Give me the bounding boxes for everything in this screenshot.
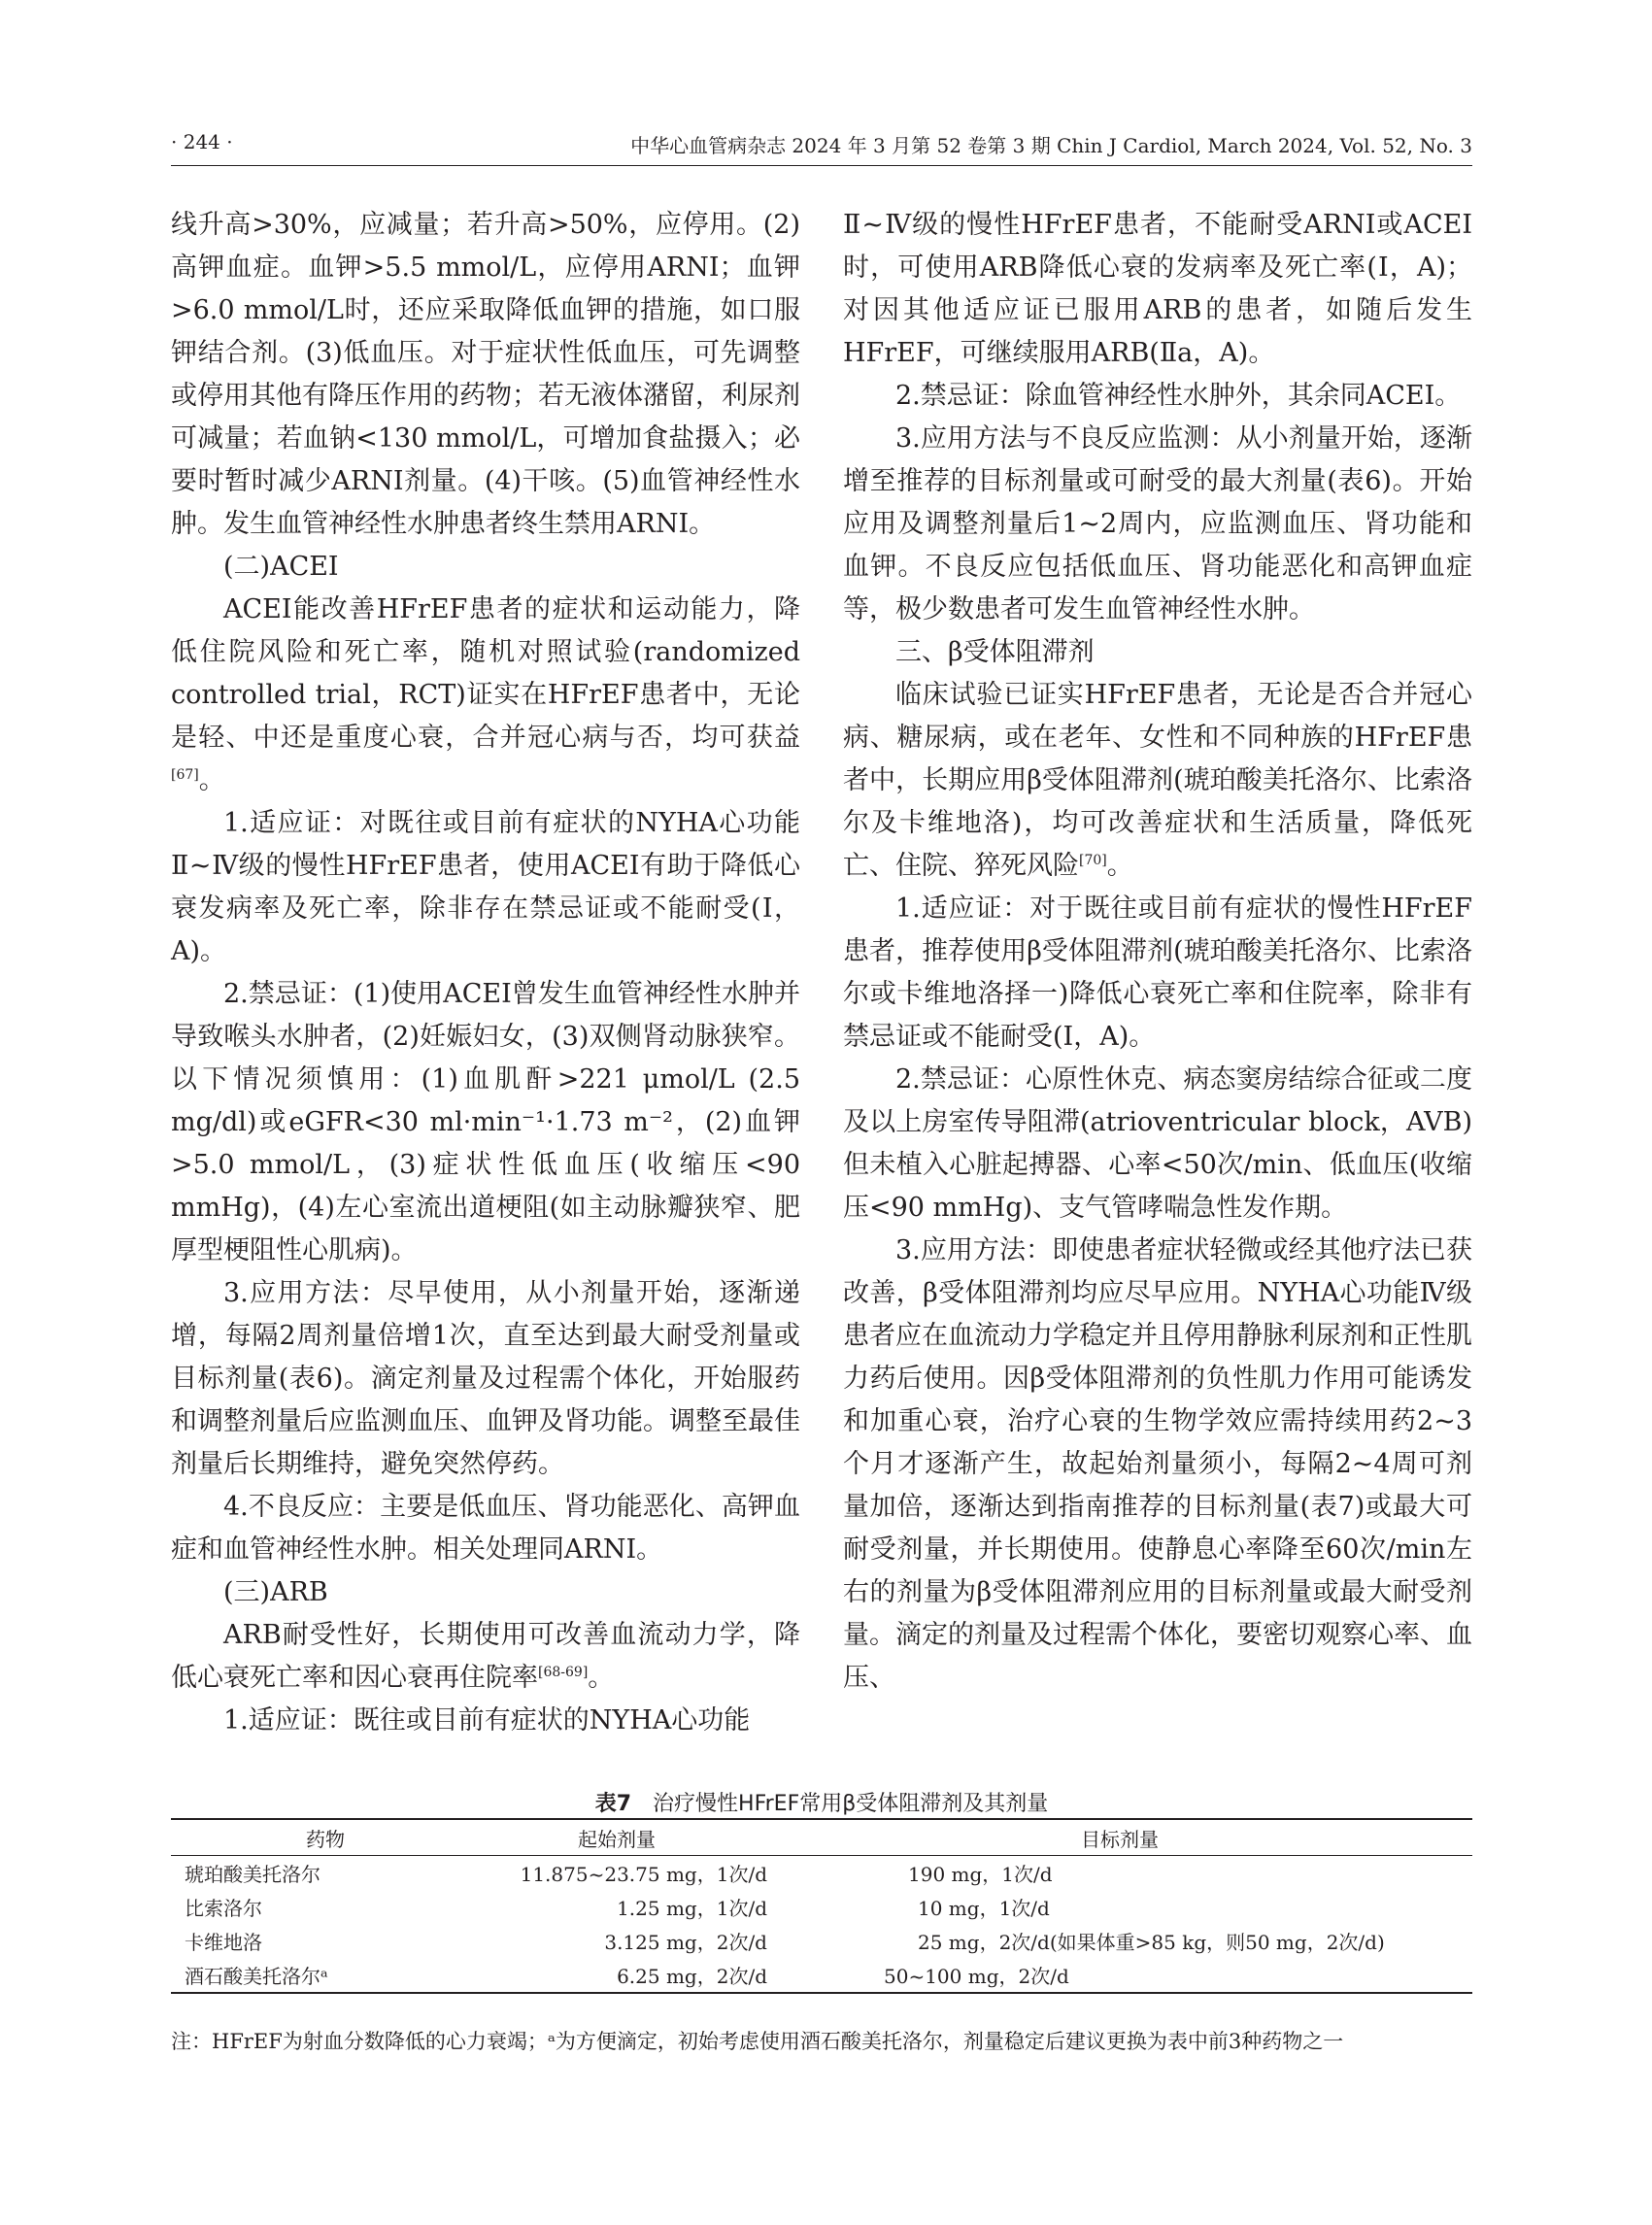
- drug-cell: 卡维地洛: [185, 1931, 262, 1954]
- page-number: · 244 ·: [171, 130, 233, 153]
- paragraph: 线升高>30%，应减量；若升高>50%，应停用。(2)高钾血症。血钾>5.5 mmol/L，应停用ARNI；血钾>6.0 mmol/L时，还应采取降低血钾的措施，如口服钾结合剂。(3)低血压。对于症状性低血压，可先调整或停用其他有降压作用的药物；若无液体潴留，利尿剂可减量；若血钠<130 mmol/L，可增加食盐摄入；必要时暂时减少ARNI剂量。(4)干咳。(5)血管神经性水肿。发生血管神经性水肿患者终生禁用ARNI。: [171, 210, 800, 539]
- paragraph: 1.适应证：对于既往或目前有症状的慢性HFrEF患者，推荐使用β受体阻滞剂(琥珀酸美托洛尔、比索洛尔或卡维地洛择一)降低心衰死亡率和住院率，除非有禁忌证或不能耐受(Ⅰ，A)。: [843, 893, 1472, 1052]
- header-rule: [171, 165, 1472, 166]
- table-row: [171, 1958, 1472, 1993]
- header-drug: 药物: [171, 1819, 466, 1856]
- paragraph: 3.应用方法与不良反应监测：从小剂量开始，逐渐增至推荐的目标剂量或可耐受的最大剂量(表6)。开始应用及调整剂量后1~2周内，应监测血压、肾功能和血钾。不良反应包括低血压、肾功能恶化和高钾血症等，极少数患者可发生血管神经性水肿。: [843, 423, 1472, 624]
- drug-cell: 比索洛尔: [185, 1897, 262, 1920]
- dosage-table: [171, 1818, 1472, 1994]
- citation-ref[interactable]: [68-69]: [538, 1665, 589, 1680]
- paragraph: 3.应用方法：尽早使用，从小剂量开始，逐渐递增，每隔2周剂量倍增1次，直至达到最大耐受剂量或目标剂量(表6)。滴定剂量及过程需个体化，开始服药和调整剂量后应监测血压、血钾及肾功能。调整至最佳剂量后长期维持，避免突然停药。: [171, 1278, 800, 1479]
- table-header-row: [171, 1819, 1472, 1856]
- table-row: [171, 1890, 1472, 1924]
- section-heading: (三)ARB: [223, 1577, 328, 1607]
- table-note: 注：HFrEF为射血分数降低的心力衰竭；ᵃ为方便滴定，初始考虑使用酒石酸美托洛尔，剂量稳定后建议更换为表中前3种药物之一: [171, 2030, 1344, 2053]
- paragraph: 2.禁忌证：心原性休克、病态窦房结综合征或二度及以上房室传导阻滞(atrioventricular block，AVB)但未植入心脏起搏器、心率<50次/min、低血压(收缩压<90 mmHg)、支气管哮喘急性发作期。: [843, 1064, 1472, 1223]
- paragraph: 2.禁忌证：(1)使用ACEI曾发生血管神经性水肿并导致喉头水肿者，(2)妊娠妇女，(3)双侧肾动脉狭窄。以下情况须慎用：(1)血肌酐>221 μmol/L (2.5 mg/dl)或eGFR<30 ml·min⁻¹·1.73 m⁻²，(2)血钾>5.0 mmol/L，(3)症状性低血压(收缩压<90 mmHg)，(4)左心室流出道梗阻(如主动脉瓣狭窄、肥厚型梗阻性心肌病)。: [171, 979, 800, 1265]
- citation-ref[interactable]: [67]: [171, 767, 199, 783]
- paragraph: 3.应用方法：即使患者症状轻微或经其他疗法已获改善，β受体阻滞剂均应尽早应用。NYHA心功能Ⅳ级患者应在血流动力学稳定并且停用静脉利尿剂和正性肌力药后使用。因β受体阻滞剂的负性肌力作用可能诱发和加重心衰，治疗心衰的生物学效应需持续用药2~3个月才逐渐产生，故起始剂量须小，每隔2~4周可剂量加倍，逐渐达到指南推荐的目标剂量(表7)或最大可耐受剂量，并长期使用。使静息心率降至60次/min左右的剂量为β受体阻滞剂应用的目标剂量或最大耐受剂量。滴定的剂量及过程需个体化，要密切观察心率、血压、: [843, 1235, 1472, 1693]
- running-header: [171, 130, 1472, 163]
- paragraph: 2.禁忌证：除血管神经性水肿外，其余同ACEI。: [895, 381, 1462, 411]
- paragraph: ARB耐受性好，长期使用可改善血流动力学，降低心衰死亡率和因心衰再住院率[68-69]。: [171, 1620, 800, 1693]
- header-target-dose: 目标剂量: [767, 1819, 1472, 1856]
- right-column: [843, 204, 1472, 1700]
- start-dose-cell: 1.25 mg，1次/d: [617, 1897, 767, 1920]
- target-dose-cell: 50~100 mg，2次/d: [767, 1958, 1472, 1993]
- section-heading: (二)ACEI: [223, 552, 339, 582]
- table-title: 治疗慢性HFrEF常用β受体阻滞剂及其剂量: [653, 1792, 1049, 1816]
- start-dose-cell: 3.125 mg，2次/d: [604, 1931, 767, 1954]
- citation-ref[interactable]: [70]: [1079, 853, 1107, 868]
- start-dose-cell: 11.875~23.75 mg，1次/d: [520, 1863, 767, 1886]
- paragraph: 4.不良反应：主要是低血压、肾功能恶化、高钾血症和血管神经性水肿。相关处理同ARNI。: [171, 1492, 800, 1565]
- paragraph: ACEI能改善HFrEF患者的症状和运动能力，降低住院风险和死亡率，随机对照试验(randomized controlled trial，RCT)证实在HFrEF患者中，无论是轻、中还是重度心衰，合并冠心病与否，均可获益[67]。: [171, 594, 800, 795]
- paragraph: 1.适应证：既往或目前有症状的NYHA心功能: [223, 1705, 751, 1736]
- table-label: 表7: [594, 1792, 632, 1816]
- target-dose-cell: 25 mg，2次/d(如果体重>85 kg，则50 mg，2次/d): [918, 1931, 1385, 1954]
- header-start-dose: 起始剂量: [466, 1819, 767, 1856]
- section-heading: 三、β受体阻滞剂: [895, 637, 1095, 667]
- paragraph: Ⅱ~Ⅳ级的慢性HFrEF患者，不能耐受ARNI或ACEI时，可使用ARB降低心衰的发病率及死亡率(Ⅰ，A)；对因其他适应证已服用ARB的患者，如随后发生HFrEF，可继续服用ARB(Ⅱa，A)。: [843, 210, 1472, 368]
- drug-cell: 酒石酸美托洛尔ᵃ: [171, 1958, 466, 1993]
- drug-cell: 琥珀酸美托洛尔: [185, 1863, 320, 1886]
- target-dose-cell: 190 mg，1次/d: [908, 1863, 1053, 1886]
- table-row: [171, 1924, 1472, 1958]
- left-column: [171, 204, 800, 1742]
- table-caption: [171, 1787, 1472, 1817]
- journal-citation: 中华心血管病杂志 2024 年 3 月第 52 卷第 3 期 Chin J Cardiol, March 2024, Vol. 52, No. 3: [630, 134, 1472, 157]
- paragraph: 临床试验已证实HFrEF患者，无论是否合并冠心病、糖尿病，或在老年、女性和不同种族的HFrEF患者中，长期应用β受体阻滞剂(琥珀酸美托洛尔、比索洛尔及卡维地洛)，均可改善症状和生活质量，降低死亡、住院、猝死风险[70]。: [843, 680, 1472, 881]
- table-row: [171, 1856, 1472, 1891]
- start-dose-cell: 6.25 mg，2次/d: [466, 1958, 767, 1993]
- paragraph: 1.适应证：对既往或目前有症状的NYHA心功能Ⅱ~Ⅳ级的慢性HFrEF患者，使用ACEI有助于降低心衰发病率及死亡率，除非存在禁忌证或不能耐受(Ⅰ，A)。: [171, 808, 800, 966]
- target-dose-cell: 10 mg，1次/d: [918, 1897, 1050, 1920]
